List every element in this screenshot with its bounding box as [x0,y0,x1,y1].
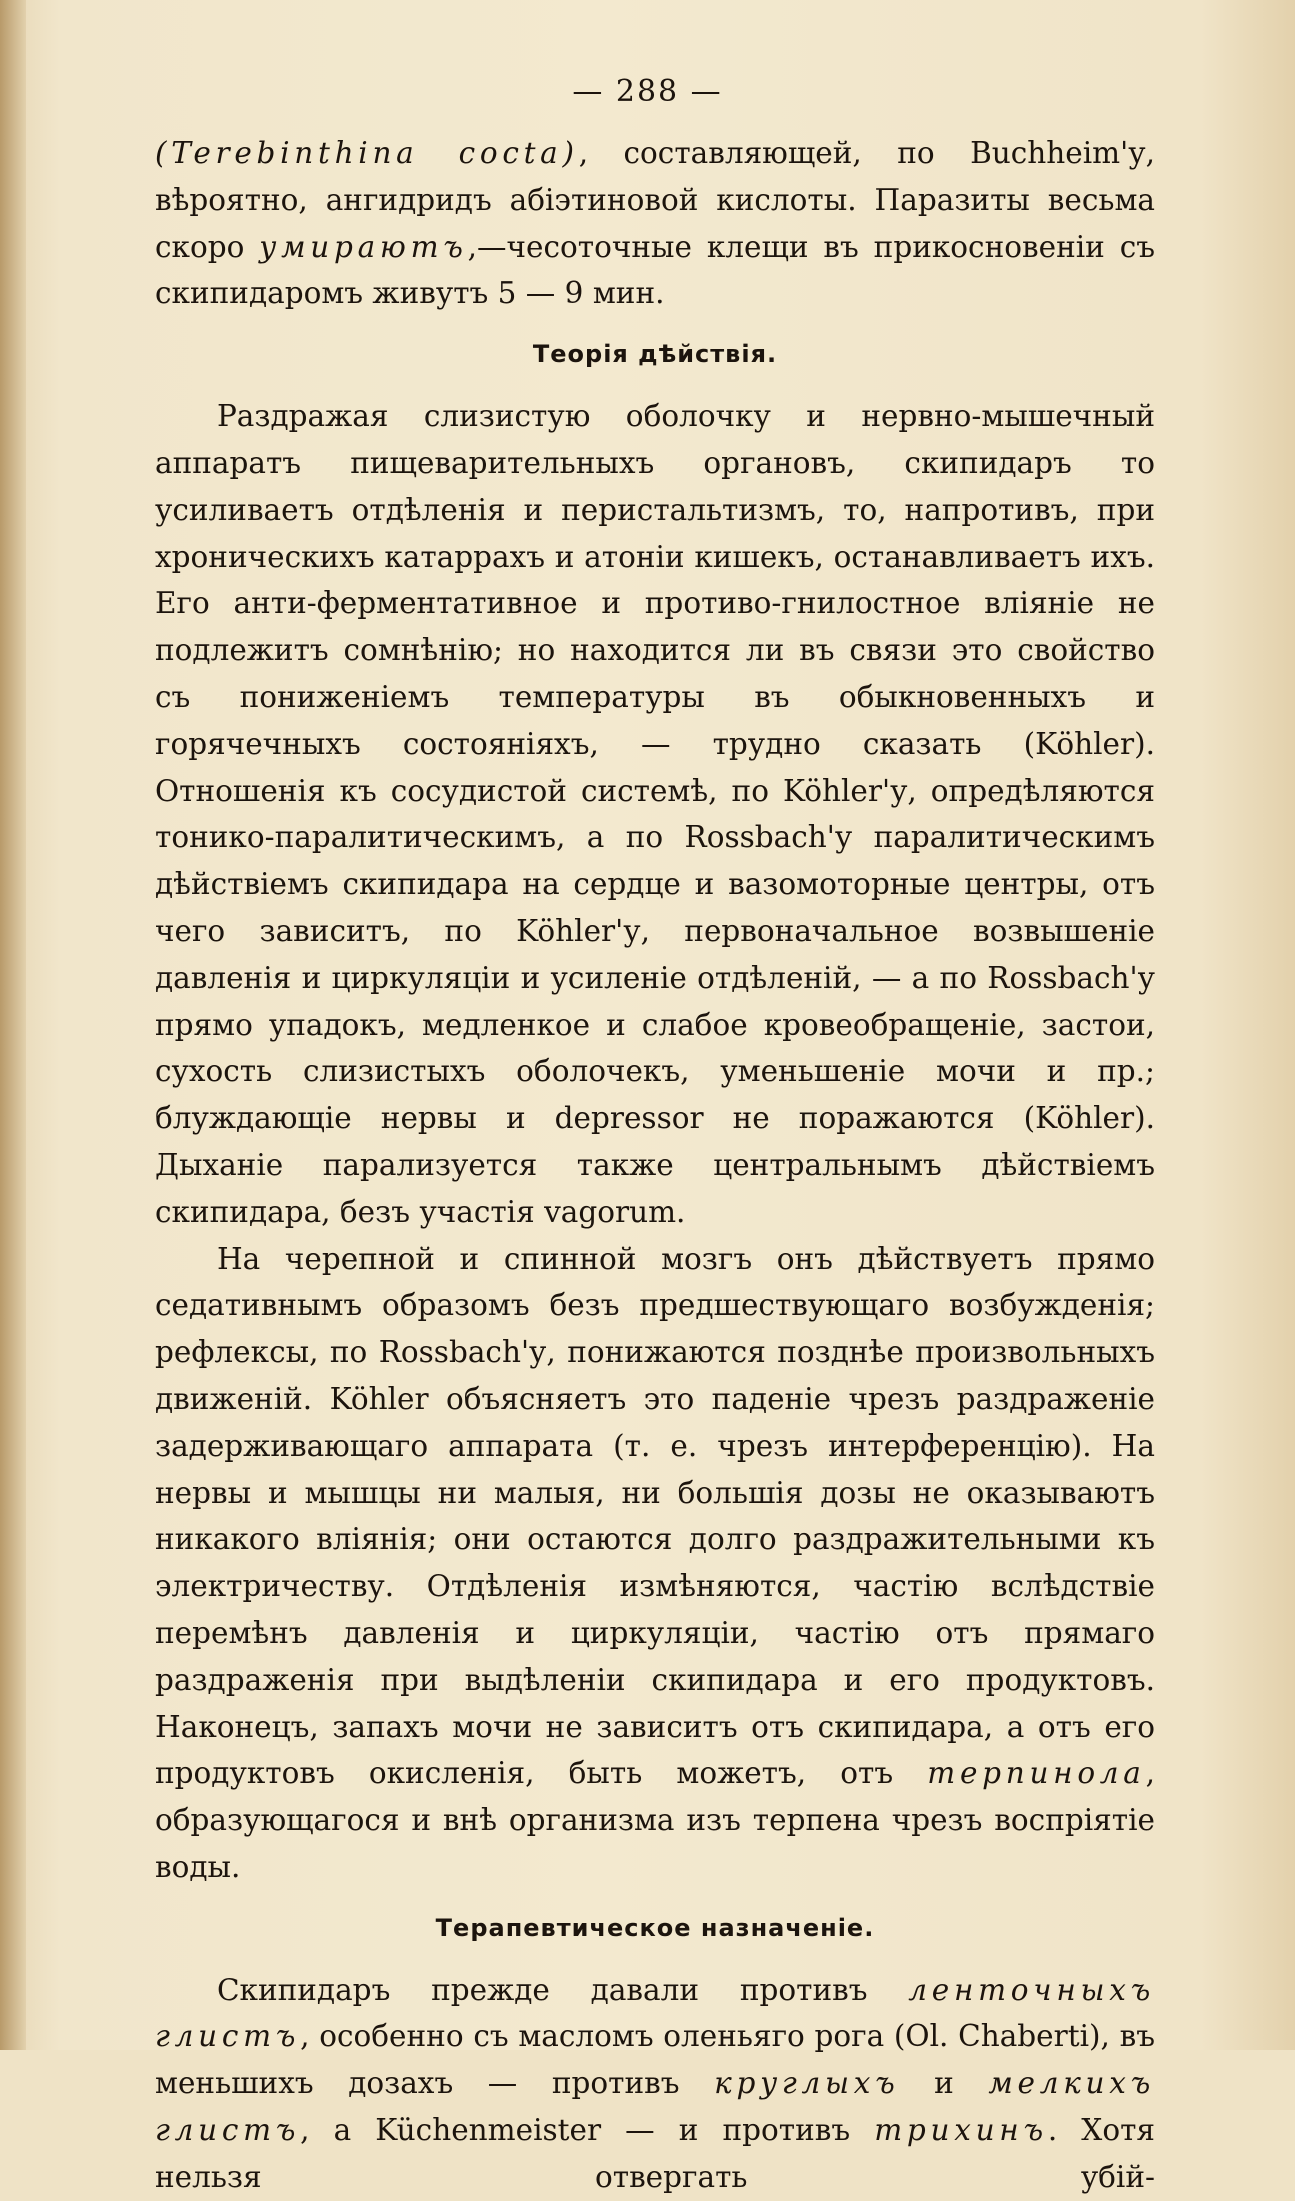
paragraph-nervous: На черепной и спинной мозгъ онъ дѣйствуетъ прямо седативнымъ образомъ безъ предшествующаго возбужденія; рефлексы, по Rossbach'у, понижаются позднѣе произвольныхъ движеній. Köhler объясняетъ это паденіе чрезъ раздраженіе задерживающаго аппарата (т. е. чрезъ интерференцію). На нервы и мышцы ни малыя, ни большія дозы не оказываютъ никакого вліянія; они остаются долго раздражительными къ электричеству. Отдѣленія измѣняются, частію вслѣдствіе перемѣнъ давленія и циркуляціи, частію отъ прямаго раздраженія при выдѣленіи скипидара и его продуктовъ. Наконецъ, запахъ мочи не зависитъ отъ скипидара, а отъ его продуктовъ окисленія, быть можетъ, отъ терпинола, образующагося и внѣ организма изъ терпена чрезъ воспріятіе воды. [155,1241,1155,1884]
emphasis: трихинъ [874,2113,1048,2148]
emphasis: ленточныхъ глистъ [155,1972,1155,2054]
emphasis: умираютъ [259,229,468,264]
section-heading-theory: Теорія дѣйствія. [532,340,778,369]
paragraph-intro: (Terebinthina cocta), составляющей, по Buchheim'у, вѣроятно, ангидридъ абіэтиновой кислоты. Паразиты весьма скоро умираютъ,—чесоточные клещи въ прикосновеніи съ скипидаромъ живутъ 5 — 9 мин. [155,136,1155,311]
page-number: — 288 — [572,74,723,109]
latin-term: (Terebinthina cocta) [155,136,579,170]
emphasis: круглыхъ [714,2066,900,2101]
page-body [155,130,1155,2201]
paragraph-therapy: Скипидаръ прежде давали противъ ленточныхъ глистъ, особенно съ масломъ оленьяго рога (Ol. Chaberti), въ меньшихъ дозахъ — противъ круглыхъ и мелкихъ глистъ, а Küchenmeister — и противъ трихинъ. Хотя нельзя отвергать убій- [155,1972,1156,2194]
emphasis: терпинола [927,1756,1146,1791]
paragraph-theory: Раздражая слизистую оболочку и нервно-мышечный аппаратъ пищеварительныхъ органовъ, скипидаръ то усиливаетъ отдѣленія и перистальтизмъ, то, напротивъ, при хроническихъ катаррахъ и атоніи кишекъ, останавливаетъ ихъ. Его анти-ферментативное и противо-гнилостное вліяніе не подлежитъ сомнѣнію; но находится ли въ связи это свойство съ пониженіемъ температуры въ обыкновенныхъ и горячечныхъ состояніяхъ, — трудно сказать (Köhler). Отношенія къ сосудистой системѣ, по Köhler'у, опредѣляются тонико-паралитическимъ, а по Rossbach'у паралитическимъ дѣйствіемъ скипидара на сердце и вазомоторные центры, отъ чего зависитъ, по Köhler'у, первоначальное возвышеніе давленія и циркуляціи и усиленіе отдѣленій, — а по Rossbach'у прямо упадокъ, медленкое и слабое кровеобращеніе, застои, сухость слизистыхъ оболочекъ, уменьшеніе мочи и пр.; блуждающіе нервы и depressor не поражаются (Köhler). Дыханіе парализуется также центральнымъ дѣйствіемъ скипидара, безъ участія vagorum. [155,399,1155,1229]
section-heading-therapy: Терапевтическое назначеніе. [435,1913,875,1942]
emphasis: мелкихъ глистъ [155,2066,1155,2148]
page-spine-shadow [0,0,26,2050]
